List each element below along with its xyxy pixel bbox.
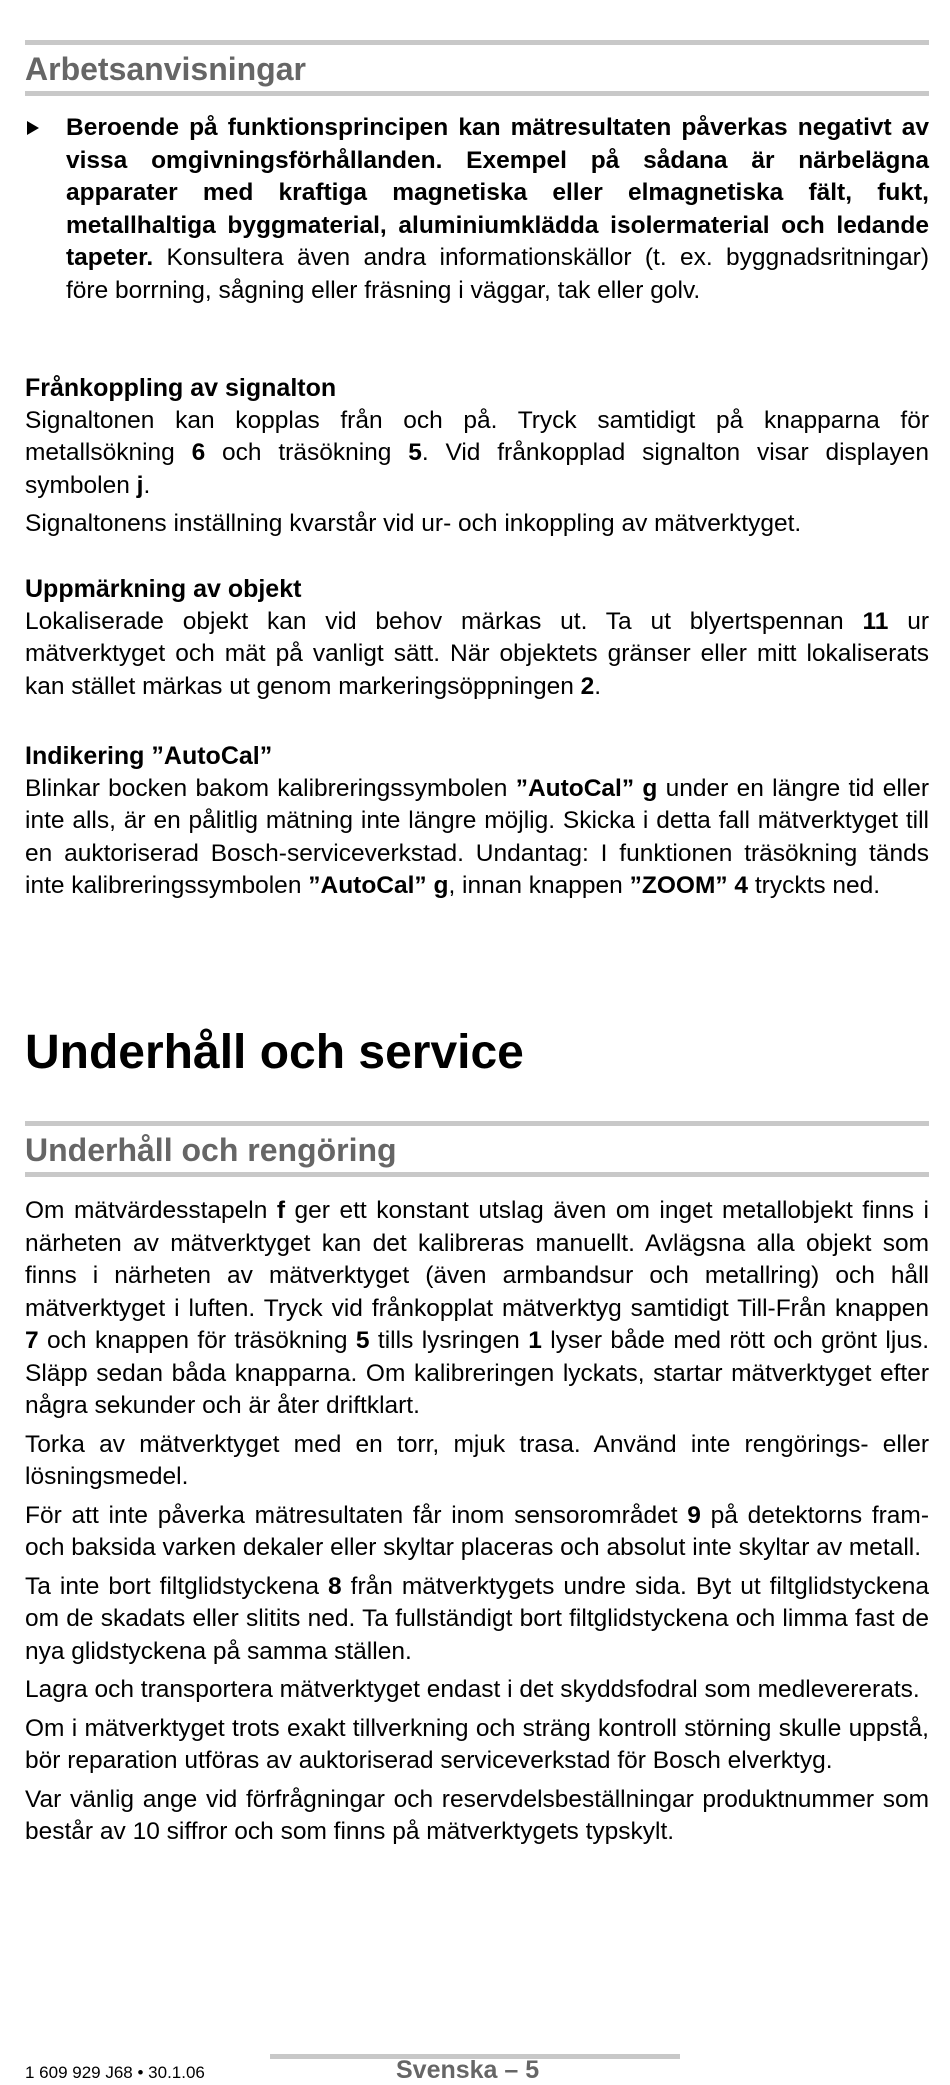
text-run: ur mätverktyget och mät på vanligt sätt. När objektets gränser eller mitt lokaliserats kan stället märkas ut genom markeringsöppningen — [25, 607, 929, 700]
ref-number: 11 — [862, 607, 889, 635]
ref-symbol: j — [136, 471, 144, 499]
maintenance-paragraph-6: Om i mätverktyget trots exakt tillverkning och sträng kontroll störning skulle uppstå, bör reparation utföras av auktoriserad serviceverkstad för Bosch elverktyg. — [25, 1714, 929, 1774]
section-title: Arbetsanvisningar — [25, 51, 306, 87]
text-run: . — [594, 672, 602, 700]
warning-normal-text: Konsultera även andra informationskällor (t. ex. byggnadsritningar) före borrning, sågning eller fräsning i väggar, tak eller golv. — [66, 244, 929, 304]
ref-number: 6 — [191, 439, 206, 466]
ref-number: 5 — [408, 439, 422, 466]
text-run: lyser både med rött och grönt ljus. Släpp sedan båda knapparna. Om kalibreringen lyckats, startar mätverktyget efter några sekunder och är åter driftklart. — [25, 1327, 929, 1419]
autocal-paragraph — [25, 773, 929, 903]
ref-number: 1 — [528, 1327, 542, 1354]
section-bottom-rule — [25, 91, 929, 96]
section-work-instructions — [25, 40, 929, 96]
text-run: och träsökning — [205, 439, 409, 466]
text-run: Om mätvärdesstapeln — [25, 1197, 277, 1224]
maintenance-paragraph-3 — [25, 1500, 929, 1565]
warning-bold-text: Beroende på funktionsprincipen kan mätresultaten påverkas negativt av vissa omgivningsförhållanden. Exempel på sådana är närbelägna apparater med kraftiga magnetiska eller elmagnetiska fält, fukt, metallhaltiga byggmaterial, aluminiumklädda isolermaterial och ledande tapeter. — [66, 114, 929, 271]
maintenance-paragraph-2: Torka av mätverktyget med en torr, mjuk trasa. Använd inte rengörings- eller lösningsmedel. — [25, 1430, 929, 1490]
section-top-rule — [25, 1121, 929, 1126]
ref-number: 5 — [355, 1327, 370, 1354]
ref-number: 2 — [580, 672, 595, 700]
text-run: tills lysringen — [369, 1327, 529, 1354]
text-run: Blinkar bocken bakom kalibreringssymbolen — [25, 774, 516, 802]
section-top-rule — [25, 40, 929, 45]
text-run: ger ett konstant utslag även om inget metallobjekt finns i närheten av mätverktyget kan det kalibreras manuellt. Avlägsna alla objekt som finns i närheten av mätverktyget (även armbandsur och metallring) och håll mätverktyget i luften. Tryck vid frånkopplat mätverktyg samtidigt Till-Från knappen — [25, 1197, 929, 1322]
text-run: Lokaliserade objekt kan vid behov märkas ut. Ta ut blyertspennan — [25, 607, 863, 635]
marking-paragraph — [25, 606, 929, 704]
ref-number: 9 — [687, 1501, 701, 1529]
section-title: Underhåll och rengöring — [25, 1132, 397, 1168]
text-run: , innan knappen — [448, 872, 630, 899]
text-run: Signaltonen kan kopplas från och på. Tryck samtidigt på knapparna för metallsökning — [25, 406, 929, 466]
signal-paragraph-2: Signaltonens inställning kvarstår vid ur- och inkoppling av mätverktyget. — [25, 510, 802, 537]
section-bottom-rule — [25, 1172, 929, 1177]
text-run: . Vid frånkopplad signalton visar displayen symbolen — [25, 439, 929, 499]
text-run: tryckts ned. — [748, 872, 881, 899]
section-maintenance — [25, 1121, 929, 1177]
marking-heading: Uppmärkning av objekt — [25, 575, 302, 603]
maintenance-paragraph-5: Lagra och transportera mätverktyget endast i det skyddsfodral som medlevererats. — [25, 1676, 920, 1703]
text-run: på detektorns fram- och baksida varken dekaler eller skyltar placeras och absolut inte skyltar av metall. — [25, 1501, 929, 1561]
autocal-section — [25, 740, 929, 903]
maintenance-paragraph-7: Var vänlig ange vid förfrågningar och reservdelsbeställningar produktnummer som består av 10 siffror och som finns på mätverktygets typskylt. — [25, 1785, 929, 1845]
maintenance-paragraph-4 — [25, 1571, 929, 1669]
text-run: under en längre tid eller inte alls, är en pålitlig mätning inte längre möjlig. Skicka i detta fall mätverktyget till en auktoriserad Bosch-serviceverkstad. Undantag: I funktionen träsökning tänds inte kalibreringssymbolen — [25, 774, 929, 899]
signal-heading: Frånkoppling av signalton — [25, 374, 337, 402]
ref-number: 8 — [327, 1572, 342, 1600]
page-number: Svenska – 5 — [396, 2056, 540, 2084]
autocal-heading: Indikering ”AutoCal” — [25, 742, 273, 770]
text-run: För att inte påverka mätresultaten får inom sensorområdet — [25, 1501, 688, 1529]
ref-symbol: ”AutoCal” g — [515, 774, 658, 802]
ref-symbol: ”ZOOM” 4 — [629, 872, 749, 899]
text-run: . — [143, 471, 151, 499]
ref-number: 7 — [25, 1327, 39, 1354]
document-code: 1 609 929 J68 • 30.1.06 — [25, 2063, 205, 2082]
marking-section — [25, 573, 929, 703]
main-title: Underhåll och service — [25, 1026, 524, 1079]
signal-paragraph — [25, 405, 929, 503]
page-footer — [0, 2050, 950, 2084]
warning-bullet — [25, 112, 929, 307]
text-run: Ta inte bort filtglidstyckena — [25, 1572, 328, 1600]
maintenance-body — [25, 1195, 929, 1849]
ref-symbol: ”AutoCal” g — [308, 872, 449, 899]
warning-text — [66, 112, 929, 307]
text-run: och knappen för träsökning — [38, 1327, 356, 1354]
ref-symbol: f — [276, 1197, 286, 1224]
bullet-triangle-icon — [27, 121, 39, 135]
text-run: från mätverktygets undre sida. Byt ut filtglidstyckena om de skadats eller slitits ned. Ta fullständigt bort filtglidstyckena och limma fast de nya glidstyckena på samma ställen. — [25, 1572, 929, 1665]
signal-section — [25, 372, 929, 541]
maintenance-paragraph-1 — [25, 1195, 929, 1423]
